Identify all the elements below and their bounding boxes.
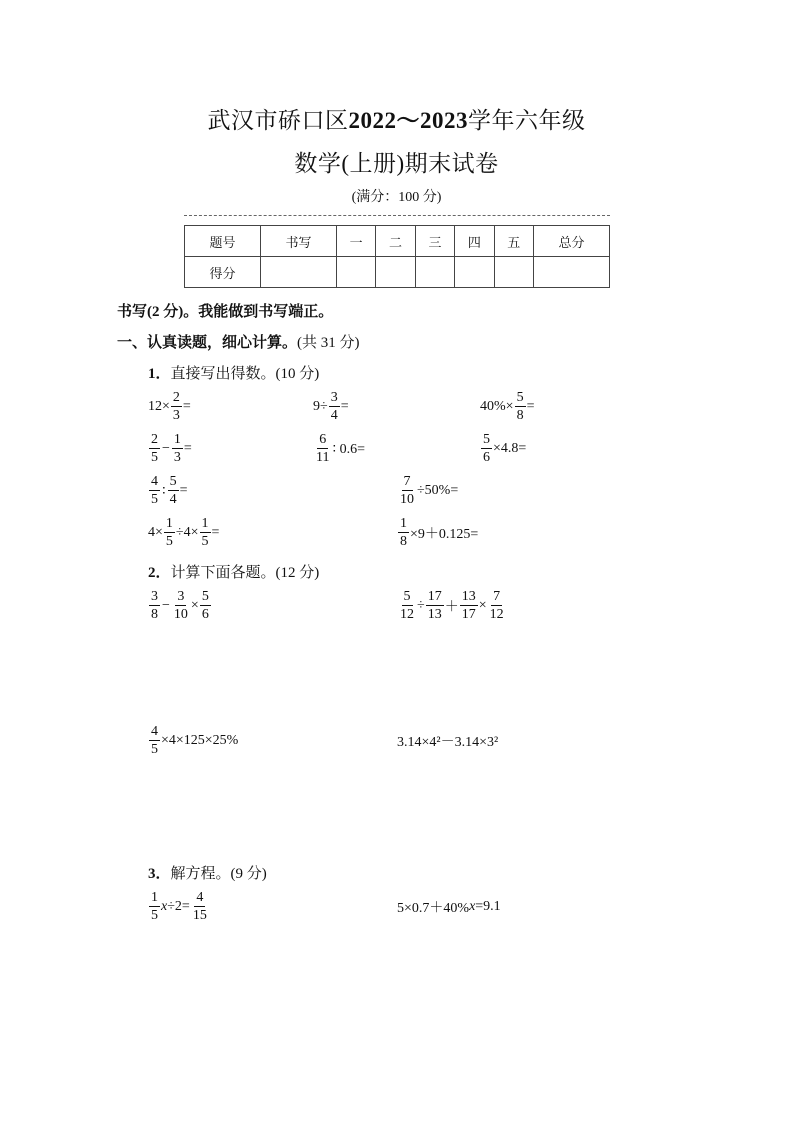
numerator: 1 — [400, 516, 407, 531]
denominator: 8 — [516, 408, 524, 423]
numerator: 4 — [151, 474, 158, 489]
numerator: 13 — [461, 589, 476, 604]
fraction — [164, 517, 175, 549]
expr-text: = — [179, 483, 188, 498]
question-number: 1． — [148, 366, 171, 382]
q2-item-c — [148, 723, 238, 759]
header-cell: 一 — [336, 226, 375, 257]
numerator: 6 — [319, 432, 327, 447]
numerator: 5 — [169, 474, 177, 489]
numerator: 17 — [427, 589, 442, 604]
score-cell[interactable] — [533, 257, 609, 288]
expr-text: 3.14×4²－3.14×3² — [397, 735, 499, 750]
expr-text: = — [183, 441, 192, 456]
expr-text: = — [182, 399, 191, 414]
question-points: (12 分) — [275, 565, 320, 581]
q1-item-d — [148, 431, 192, 467]
denominator: 8 — [151, 607, 158, 622]
q2-item-d — [397, 723, 498, 759]
header-cell: 四 — [455, 226, 494, 257]
title-years: 2022～2023 — [348, 108, 468, 133]
question-1-heading — [148, 362, 319, 383]
q1-item-j — [397, 515, 478, 551]
question-number: 2． — [148, 565, 171, 581]
q1-item-e — [313, 431, 365, 467]
q1-item-g — [148, 473, 188, 509]
denominator: 17 — [461, 607, 476, 622]
fraction — [149, 475, 160, 507]
expr-text: ×9＋0.125= — [410, 527, 479, 542]
denominator: 3 — [172, 408, 180, 423]
score-cell[interactable] — [260, 257, 336, 288]
fraction — [426, 590, 444, 622]
score-table — [184, 225, 610, 288]
numerator: 2 — [172, 390, 180, 405]
fraction — [398, 590, 416, 622]
expr-text: 40%× — [480, 399, 514, 414]
question-2-heading — [148, 561, 319, 582]
fraction — [172, 433, 183, 465]
denominator: 11 — [316, 450, 330, 465]
fraction — [200, 590, 211, 622]
fraction — [149, 725, 160, 757]
score-cell[interactable] — [494, 257, 533, 288]
numerator: 1 — [151, 890, 158, 905]
score-cell[interactable] — [336, 257, 375, 288]
operator: − — [162, 441, 170, 456]
expr-text: ×4.8= — [493, 441, 527, 456]
expr-text: =9.1 — [475, 899, 501, 914]
numerator: 1 — [165, 516, 173, 531]
denominator: 4 — [169, 492, 177, 507]
header-cell: 题号 — [185, 226, 261, 257]
title-line-2: 数学(上册)期末试卷 — [294, 151, 499, 176]
title-line-1 — [0, 102, 793, 135]
fraction — [460, 590, 478, 622]
fraction — [398, 475, 416, 507]
expr-text: 5×0.7＋40% — [397, 901, 470, 916]
fraction — [149, 891, 160, 923]
denominator: 5 — [165, 534, 173, 549]
numerator: 5 — [516, 390, 524, 405]
numerator: 1 — [201, 516, 209, 531]
expr-text: 4× — [148, 525, 163, 540]
denominator: 5 — [151, 450, 158, 465]
fraction — [191, 891, 209, 923]
fraction — [398, 517, 409, 549]
header-cell: 书写 — [260, 226, 336, 257]
fraction — [515, 391, 526, 423]
fraction — [168, 475, 179, 507]
numerator: 2 — [151, 432, 158, 447]
variable: x — [469, 899, 476, 914]
score-table-score-row — [185, 257, 610, 288]
fraction — [488, 590, 506, 622]
operator: ÷4× — [175, 525, 199, 540]
q1-item-h — [397, 473, 458, 509]
operator: ÷2= — [167, 899, 190, 914]
denominator: 12 — [400, 607, 414, 622]
denominator: 5 — [151, 742, 158, 757]
numerator: 7 — [493, 589, 501, 604]
variable: x — [161, 899, 168, 914]
numerator: 3 — [177, 589, 185, 604]
q3-item-a — [148, 889, 210, 925]
expr-text: ÷50%= — [417, 483, 459, 498]
numerator: 3 — [330, 390, 338, 405]
denominator: 8 — [400, 534, 407, 549]
expr-text: = — [526, 399, 535, 414]
q2-item-b — [397, 588, 507, 624]
operator: − — [162, 598, 170, 613]
operator: ＋ — [444, 600, 459, 615]
numerator: 7 — [403, 474, 411, 489]
question-points: (10 分) — [275, 366, 320, 382]
score-cell[interactable] — [415, 257, 454, 288]
denominator: 15 — [192, 908, 207, 923]
score-cell[interactable] — [376, 257, 415, 288]
section-1-points: (共 31 分) — [297, 335, 360, 351]
row-label-cell: 得分 — [185, 257, 261, 288]
numerator: 5 — [403, 589, 411, 604]
full-score-note: (满分：100 分) — [351, 190, 442, 205]
question-text: 解方程。 — [170, 866, 231, 882]
denominator: 10 — [400, 492, 414, 507]
expr-text: 9÷ — [313, 399, 328, 414]
denominator: 10 — [173, 607, 188, 622]
title-suffix: 学年六年级 — [468, 108, 586, 133]
denominator: 13 — [427, 607, 442, 622]
denominator: 6 — [483, 450, 490, 465]
header-cell: 三 — [415, 226, 454, 257]
expr-text: ∶ 0.6= — [332, 441, 366, 457]
fraction — [200, 517, 211, 549]
question-number: 3． — [148, 866, 171, 882]
q3-item-b — [397, 889, 501, 925]
header-cell: 总分 — [533, 226, 609, 257]
numerator: 3 — [151, 589, 158, 604]
expr-text: 12× — [148, 399, 170, 414]
score-cell[interactable] — [455, 257, 494, 288]
fraction — [172, 590, 190, 622]
q1-item-b — [313, 389, 349, 425]
fraction — [171, 391, 182, 423]
header-cell: 五 — [494, 226, 533, 257]
expr-text: ×4×125×25% — [161, 733, 239, 748]
numerator: 4 — [196, 890, 204, 905]
score-table-header-row — [185, 226, 610, 257]
question-text: 计算下面各题。 — [170, 565, 276, 581]
dotted-divider — [184, 215, 610, 216]
section-1-title: 一、认真读题，细心计算。 — [117, 335, 298, 351]
denominator: 5 — [201, 534, 209, 549]
q1-item-f — [480, 431, 526, 467]
question-3-heading — [148, 862, 267, 883]
denominator: 6 — [201, 607, 209, 622]
q1-item-a — [148, 389, 191, 425]
q1-item-i — [148, 515, 219, 551]
numerator: 4 — [151, 724, 158, 739]
fraction — [149, 433, 160, 465]
denominator: 5 — [151, 908, 158, 923]
fraction — [481, 433, 492, 465]
denominator: 4 — [330, 408, 338, 423]
fraction — [314, 433, 331, 465]
denominator: 5 — [151, 492, 158, 507]
denominator: 12 — [489, 607, 504, 622]
writing-note: 书写(2 分)。我能做到书写端正。 — [117, 304, 334, 320]
section-1-heading — [117, 331, 360, 352]
fraction — [149, 590, 160, 622]
numerator: 5 — [201, 589, 209, 604]
q2-item-a — [148, 588, 212, 624]
operator: ÷ — [417, 598, 425, 613]
fraction — [329, 391, 340, 423]
q1-item-c — [480, 389, 534, 425]
numerator: 1 — [173, 432, 181, 447]
operator: × — [478, 598, 487, 613]
denominator: 3 — [173, 450, 181, 465]
operator: ∶ — [162, 483, 166, 499]
question-text: 直接写出得数。 — [170, 366, 276, 382]
question-points: (9 分) — [230, 866, 267, 882]
expr-text: = — [211, 525, 220, 540]
operator: × — [190, 598, 199, 613]
numerator: 5 — [483, 432, 490, 447]
expr-text: = — [340, 399, 349, 414]
title-prefix: 武汉市硚口区 — [207, 108, 349, 133]
header-cell: 二 — [376, 226, 415, 257]
